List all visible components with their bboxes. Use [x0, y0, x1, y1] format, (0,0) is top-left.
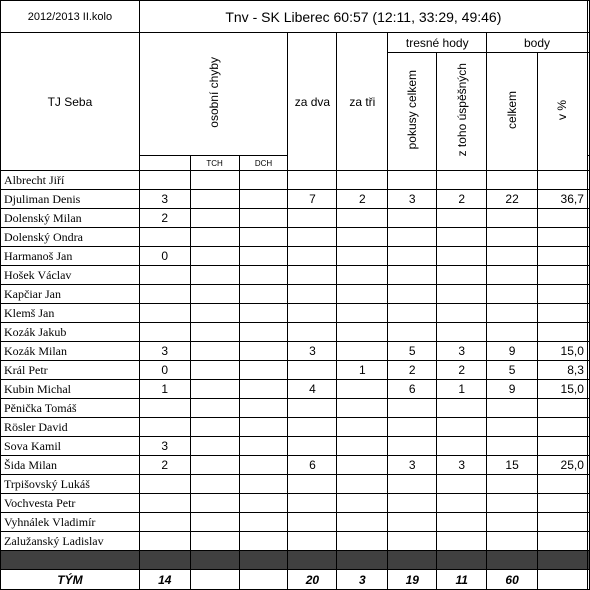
player-name: Kozák Milan: [1, 342, 140, 361]
player-points: [487, 266, 538, 285]
player-points: [487, 171, 538, 190]
player-percent: [538, 266, 588, 285]
player-name: Sova Kamil: [1, 437, 140, 456]
separator-row: [1, 551, 590, 570]
points-header: body: [487, 33, 588, 53]
table-row: [1, 380, 590, 399]
player-three: 1: [337, 361, 388, 380]
player-percent: 25,0: [538, 456, 588, 475]
total-points: 60: [487, 570, 538, 590]
player-two: [288, 361, 337, 380]
total-tch: [190, 570, 239, 590]
player-fouls: [139, 266, 190, 285]
player-percent: [538, 494, 588, 513]
player-three: [337, 532, 388, 551]
player-three: [337, 266, 388, 285]
player-ft-made: [437, 171, 487, 190]
player-points: [487, 475, 538, 494]
player-fouls: 3: [139, 437, 190, 456]
table-row: [1, 418, 590, 437]
table-row: [1, 361, 590, 380]
player-three: [337, 228, 388, 247]
player-two: [288, 418, 337, 437]
player-dch: [239, 266, 288, 285]
player-fouls: 1: [139, 380, 190, 399]
player-name: Vochvesta Petr: [1, 494, 140, 513]
player-ft-made: [437, 209, 487, 228]
player-ft-made: [437, 437, 487, 456]
player-fouls: [139, 228, 190, 247]
ft-made-label: z toho úspěšných: [454, 63, 469, 157]
player-name: Hošek Václav: [1, 266, 140, 285]
tch-header: TCH: [190, 156, 239, 171]
player-percent: [538, 285, 588, 304]
player-ft-attempts: [388, 285, 437, 304]
player-points: 9: [487, 380, 538, 399]
player-ft-made: [437, 228, 487, 247]
player-dch: [239, 456, 288, 475]
player-percent: [538, 247, 588, 266]
table-row: [1, 190, 590, 209]
player-dch: [239, 171, 288, 190]
player-name: Dolenský Ondra: [1, 228, 140, 247]
player-percent: [538, 532, 588, 551]
player-tch: [190, 285, 239, 304]
total-percent: [538, 570, 588, 590]
free-throws-header: tresné hody: [388, 33, 487, 53]
player-three: [337, 456, 388, 475]
player-three: [337, 171, 388, 190]
player-tch: [190, 361, 239, 380]
player-dch: [239, 247, 288, 266]
player-ft-attempts: [388, 494, 437, 513]
player-fouls: [139, 513, 190, 532]
player-two: [288, 228, 337, 247]
points-total-label: celkem: [505, 90, 520, 129]
player-ft-attempts: [388, 399, 437, 418]
player-tch: [190, 342, 239, 361]
player-fouls: [139, 532, 190, 551]
player-ft-made: [437, 304, 487, 323]
player-ft-attempts: 2: [388, 361, 437, 380]
player-three: [337, 247, 388, 266]
player-name: Král Petr: [1, 361, 140, 380]
player-percent: 15,0: [538, 380, 588, 399]
player-three: 2: [337, 190, 388, 209]
player-name: Vyhnálek Vladimír: [1, 513, 140, 532]
player-percent: [538, 475, 588, 494]
player-fouls: [139, 475, 190, 494]
player-ft-attempts: [388, 228, 437, 247]
table-row: [1, 475, 590, 494]
player-fouls: [139, 304, 190, 323]
player-three: [337, 380, 388, 399]
player-points: [487, 209, 538, 228]
player-name: Zalužanský Ladislav: [1, 532, 140, 551]
player-percent: 15,0: [538, 342, 588, 361]
fouls-header: [139, 33, 288, 156]
player-name: Klemš Jan: [1, 304, 140, 323]
player-three: [337, 323, 388, 342]
player-name: Kapčiar Jan: [1, 285, 140, 304]
player-tch: [190, 475, 239, 494]
player-tch: [190, 399, 239, 418]
player-name: Pěnička Tomáš: [1, 399, 140, 418]
player-points: 15: [487, 456, 538, 475]
player-tch: [190, 513, 239, 532]
player-ft-made: 2: [437, 361, 487, 380]
player-dch: [239, 209, 288, 228]
player-ft-attempts: [388, 437, 437, 456]
player-three: [337, 304, 388, 323]
ft-attempts-label: pokusy celkem: [405, 70, 420, 150]
table-row: [1, 285, 590, 304]
two-pointers-header: za dva: [288, 33, 337, 171]
player-two: [288, 475, 337, 494]
player-fouls: [139, 323, 190, 342]
player-ft-made: 3: [437, 456, 487, 475]
player-tch: [190, 247, 239, 266]
player-ft-made: 1: [437, 380, 487, 399]
player-points: 22: [487, 190, 538, 209]
player-percent: [538, 228, 588, 247]
player-points: [487, 247, 538, 266]
header-row-1: [1, 33, 590, 53]
player-percent: [538, 323, 588, 342]
table-row: [1, 513, 590, 532]
team-total-label: TÝM: [1, 570, 140, 590]
player-tch: [190, 304, 239, 323]
table-row: [1, 209, 590, 228]
ft-attempts-header: [388, 53, 437, 171]
player-ft-attempts: [388, 532, 437, 551]
total-dch: [239, 570, 288, 590]
dch-header: DCH: [239, 156, 288, 171]
player-ft-attempts: 3: [388, 190, 437, 209]
player-tch: [190, 456, 239, 475]
player-percent: [538, 418, 588, 437]
player-two: [288, 304, 337, 323]
player-ft-made: [437, 513, 487, 532]
table-row: [1, 247, 590, 266]
table-row: [1, 171, 590, 190]
player-ft-attempts: 5: [388, 342, 437, 361]
player-fouls: [139, 399, 190, 418]
player-tch: [190, 323, 239, 342]
table-row: [1, 532, 590, 551]
fouls-subheader-blank: [139, 156, 190, 171]
player-dch: [239, 418, 288, 437]
table-row: [1, 437, 590, 456]
player-points: [487, 285, 538, 304]
total-two: 20: [288, 570, 337, 590]
player-fouls: [139, 285, 190, 304]
player-points: [487, 513, 538, 532]
player-ft-made: [437, 418, 487, 437]
player-two: 7: [288, 190, 337, 209]
player-dch: [239, 475, 288, 494]
player-percent: [538, 513, 588, 532]
player-ft-attempts: [388, 171, 437, 190]
player-fouls: 0: [139, 247, 190, 266]
player-three: [337, 342, 388, 361]
player-points: [487, 494, 538, 513]
player-ft-made: [437, 494, 487, 513]
player-tch: [190, 266, 239, 285]
player-name: Dolenský Milan: [1, 209, 140, 228]
player-ft-made: [437, 285, 487, 304]
table-row: [1, 342, 590, 361]
player-tch: [190, 209, 239, 228]
total-ft-attempts: 19: [388, 570, 437, 590]
player-two: 6: [288, 456, 337, 475]
player-points: [487, 323, 538, 342]
player-fouls: [139, 171, 190, 190]
player-dch: [239, 304, 288, 323]
player-points: [487, 304, 538, 323]
player-ft-made: [437, 475, 487, 494]
player-three: [337, 513, 388, 532]
table-row: [1, 304, 590, 323]
player-ft-made: 3: [437, 342, 487, 361]
player-ft-attempts: [388, 475, 437, 494]
player-ft-attempts: [388, 209, 437, 228]
player-points: 9: [487, 342, 538, 361]
player-two: [288, 532, 337, 551]
ft-made-header: [437, 53, 487, 171]
player-three: [337, 209, 388, 228]
player-tch: [190, 228, 239, 247]
player-dch: [239, 494, 288, 513]
player-tch: [190, 532, 239, 551]
player-tch: [190, 494, 239, 513]
player-points: [487, 418, 538, 437]
player-tch: [190, 380, 239, 399]
player-three: [337, 418, 388, 437]
table-row: [1, 456, 590, 475]
player-ft-made: [437, 323, 487, 342]
player-two: [288, 266, 337, 285]
team-total-row: [1, 570, 590, 590]
player-name: Šida Milan: [1, 456, 140, 475]
player-two: [288, 399, 337, 418]
points-percent-header: [538, 53, 588, 171]
player-percent: [538, 437, 588, 456]
player-ft-attempts: [388, 513, 437, 532]
player-points: 5: [487, 361, 538, 380]
player-three: [337, 475, 388, 494]
table-row: [1, 266, 590, 285]
player-tch: [190, 437, 239, 456]
points-percent-label: v %: [555, 99, 570, 120]
player-percent: [538, 209, 588, 228]
player-percent: [538, 171, 588, 190]
player-points: [487, 228, 538, 247]
player-tch: [190, 190, 239, 209]
player-dch: [239, 228, 288, 247]
table-row: [1, 494, 590, 513]
player-two: [288, 513, 337, 532]
player-name: Djuliman Denis: [1, 190, 140, 209]
player-three: [337, 494, 388, 513]
player-dch: [239, 532, 288, 551]
title-row: [1, 1, 590, 33]
player-ft-made: 2: [437, 190, 487, 209]
points-total-header: [487, 53, 538, 171]
player-ft-made: [437, 247, 487, 266]
player-two: [288, 247, 337, 266]
player-fouls: 0: [139, 361, 190, 380]
player-points: [487, 437, 538, 456]
player-ft-attempts: [388, 266, 437, 285]
player-three: [337, 437, 388, 456]
three-pointers-header: za tři: [337, 33, 388, 171]
match-title: Tnv - SK Liberec 60:57 (12:11, 33:29, 49:46): [139, 1, 587, 33]
season-label: 2012/2013 II.kolo: [1, 1, 140, 33]
player-percent: [538, 399, 588, 418]
player-dch: [239, 323, 288, 342]
player-points: [487, 399, 538, 418]
player-two: [288, 323, 337, 342]
fouls-header-label: osobní chyby: [206, 57, 221, 128]
player-fouls: 2: [139, 456, 190, 475]
player-two: [288, 171, 337, 190]
player-two: [288, 209, 337, 228]
player-dch: [239, 399, 288, 418]
table-row: [1, 228, 590, 247]
player-ft-attempts: [388, 247, 437, 266]
total-ft-made: 11: [437, 570, 487, 590]
player-two: [288, 494, 337, 513]
player-fouls: [139, 418, 190, 437]
player-name: Kubin Michal: [1, 380, 140, 399]
player-ft-attempts: [388, 304, 437, 323]
player-percent: [538, 304, 588, 323]
player-three: [337, 399, 388, 418]
player-dch: [239, 285, 288, 304]
total-three: 3: [337, 570, 388, 590]
table-row: [1, 323, 590, 342]
player-ft-attempts: [388, 418, 437, 437]
player-two: [288, 437, 337, 456]
player-two: 3: [288, 342, 337, 361]
player-name: Albrecht Jiří: [1, 171, 140, 190]
player-points: [487, 532, 538, 551]
player-percent: 8,3: [538, 361, 588, 380]
player-percent: 36,7: [538, 190, 588, 209]
player-name: Harmanoš Jan: [1, 247, 140, 266]
team-name: TJ Seba: [1, 33, 140, 171]
player-dch: [239, 437, 288, 456]
player-name: Kozák Jakub: [1, 323, 140, 342]
player-name: Rösler David: [1, 418, 140, 437]
player-dch: [239, 342, 288, 361]
player-fouls: 3: [139, 342, 190, 361]
player-two: [288, 285, 337, 304]
player-tch: [190, 418, 239, 437]
player-ft-attempts: [388, 323, 437, 342]
player-ft-made: [437, 399, 487, 418]
player-rows: [1, 171, 590, 551]
player-dch: [239, 190, 288, 209]
player-ft-attempts: 6: [388, 380, 437, 399]
player-name: Trpišovský Lukáš: [1, 475, 140, 494]
player-tch: [190, 171, 239, 190]
player-dch: [239, 380, 288, 399]
player-two: 4: [288, 380, 337, 399]
player-three: [337, 285, 388, 304]
player-ft-made: [437, 266, 487, 285]
table-row: [1, 399, 590, 418]
player-ft-made: [437, 532, 487, 551]
player-fouls: [139, 494, 190, 513]
player-fouls: 3: [139, 190, 190, 209]
player-dch: [239, 361, 288, 380]
player-dch: [239, 513, 288, 532]
total-fouls: 14: [139, 570, 190, 590]
player-ft-attempts: 3: [388, 456, 437, 475]
player-fouls: 2: [139, 209, 190, 228]
